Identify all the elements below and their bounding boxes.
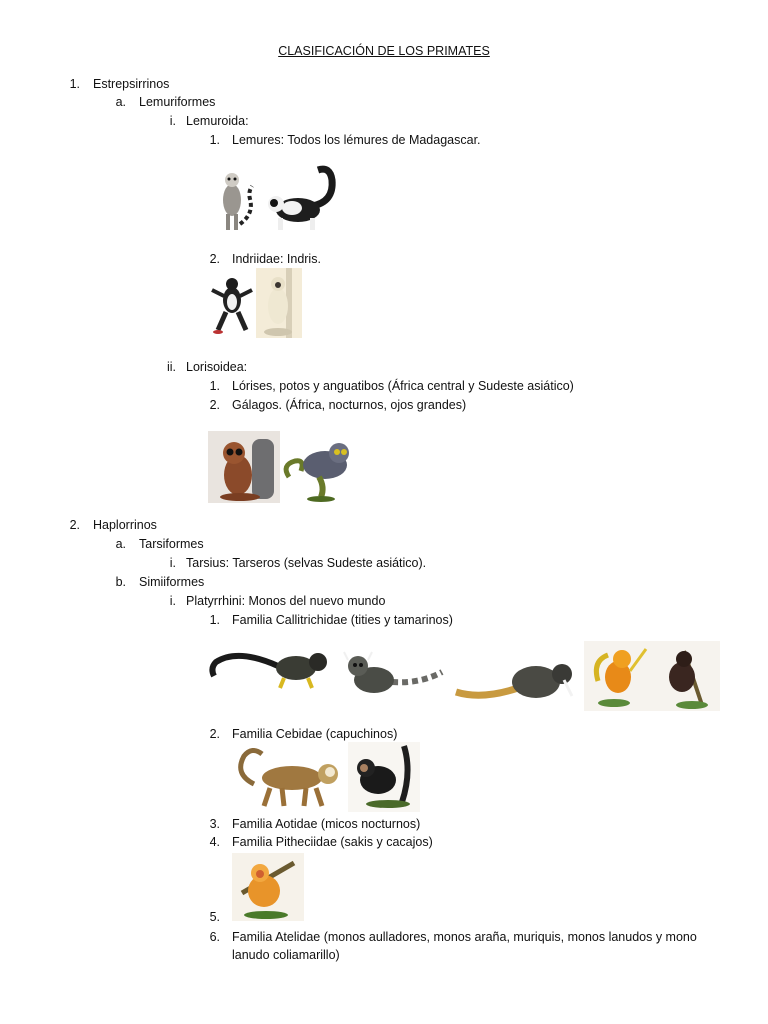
list-number: 5. xyxy=(209,910,220,924)
loris-figure xyxy=(208,431,280,503)
galago-figure xyxy=(281,427,363,503)
list-item: Tarsius: Tarseros (selvas Sudeste asiático). xyxy=(186,556,427,570)
marmoset-figure xyxy=(208,642,334,692)
list-item: Simiiformes xyxy=(139,575,205,589)
list-number: 2. xyxy=(209,252,220,266)
list-item: Familia Cebidae (capuchinos) xyxy=(232,727,398,741)
list-item: Familia Pitheciidae (sakis y cacajos) xyxy=(232,835,433,849)
list-number: 6. xyxy=(209,930,220,944)
indri-figure xyxy=(208,272,256,336)
list-item: Haplorrinos xyxy=(93,518,157,532)
list-number: 2. xyxy=(69,518,80,532)
list-item: Platyrrhini: Monos del nuevo mundo xyxy=(186,594,386,608)
list-item: Gálagos. (África, nocturnos, ojos grandes) xyxy=(232,398,467,412)
ring-tailed-lemur-figure xyxy=(210,164,256,234)
list-number: 2. xyxy=(209,398,220,412)
list-roman: i. xyxy=(169,594,176,608)
capuchin-figure xyxy=(348,742,420,812)
list-roman: ii. xyxy=(166,360,176,374)
list-item: Familia Atelidae (monos aulladores, monos araña, muriquis, monos lanudos y mono xyxy=(232,930,697,944)
list-item: Lemuriformes xyxy=(139,95,216,109)
list-item-continuation: lanudo coliamarillo) xyxy=(232,948,340,962)
squirrel-monkey-figure xyxy=(230,744,346,810)
list-letter: b. xyxy=(115,575,126,589)
list-letter: a. xyxy=(115,95,126,109)
list-item: Lorisoidea: xyxy=(186,360,248,374)
list-number: 1. xyxy=(209,133,220,147)
list-roman: i. xyxy=(169,556,176,570)
list-item: Lemuroida: xyxy=(186,114,249,128)
list-item: Familia Aotidae (micos nocturnos) xyxy=(232,817,421,831)
list-number: 1. xyxy=(69,77,80,91)
list-number: 4. xyxy=(209,835,220,849)
list-item: Familia Callitrichidae (tities y tamarinos) xyxy=(232,613,453,627)
list-item: Estrepsirrinos xyxy=(93,77,170,91)
list-item: Indriidae: Indris. xyxy=(232,252,321,266)
tamarin-figure xyxy=(452,652,582,706)
list-roman: i. xyxy=(169,114,176,128)
list-number: 1. xyxy=(209,613,220,627)
page-title: CLASIFICACIÓN DE LOS PRIMATES xyxy=(278,44,490,58)
list-item: Lemures: Todos los lémures de Madagascar. xyxy=(232,133,481,147)
list-number: 2. xyxy=(209,727,220,741)
uakari-figure xyxy=(232,853,304,921)
list-item: Tarsiformes xyxy=(139,537,204,551)
ruffed-lemur-figure xyxy=(262,162,338,234)
list-number: 3. xyxy=(209,817,220,831)
pygmy-marmoset-figure xyxy=(340,650,448,700)
list-item: Lórises, potos y anguatibos (África central y Sudeste asiático) xyxy=(232,379,574,393)
lion-tamarin-figures xyxy=(584,641,720,711)
list-letter: a. xyxy=(115,537,126,551)
list-number: 1. xyxy=(209,379,220,393)
sifaka-figure xyxy=(256,268,302,338)
